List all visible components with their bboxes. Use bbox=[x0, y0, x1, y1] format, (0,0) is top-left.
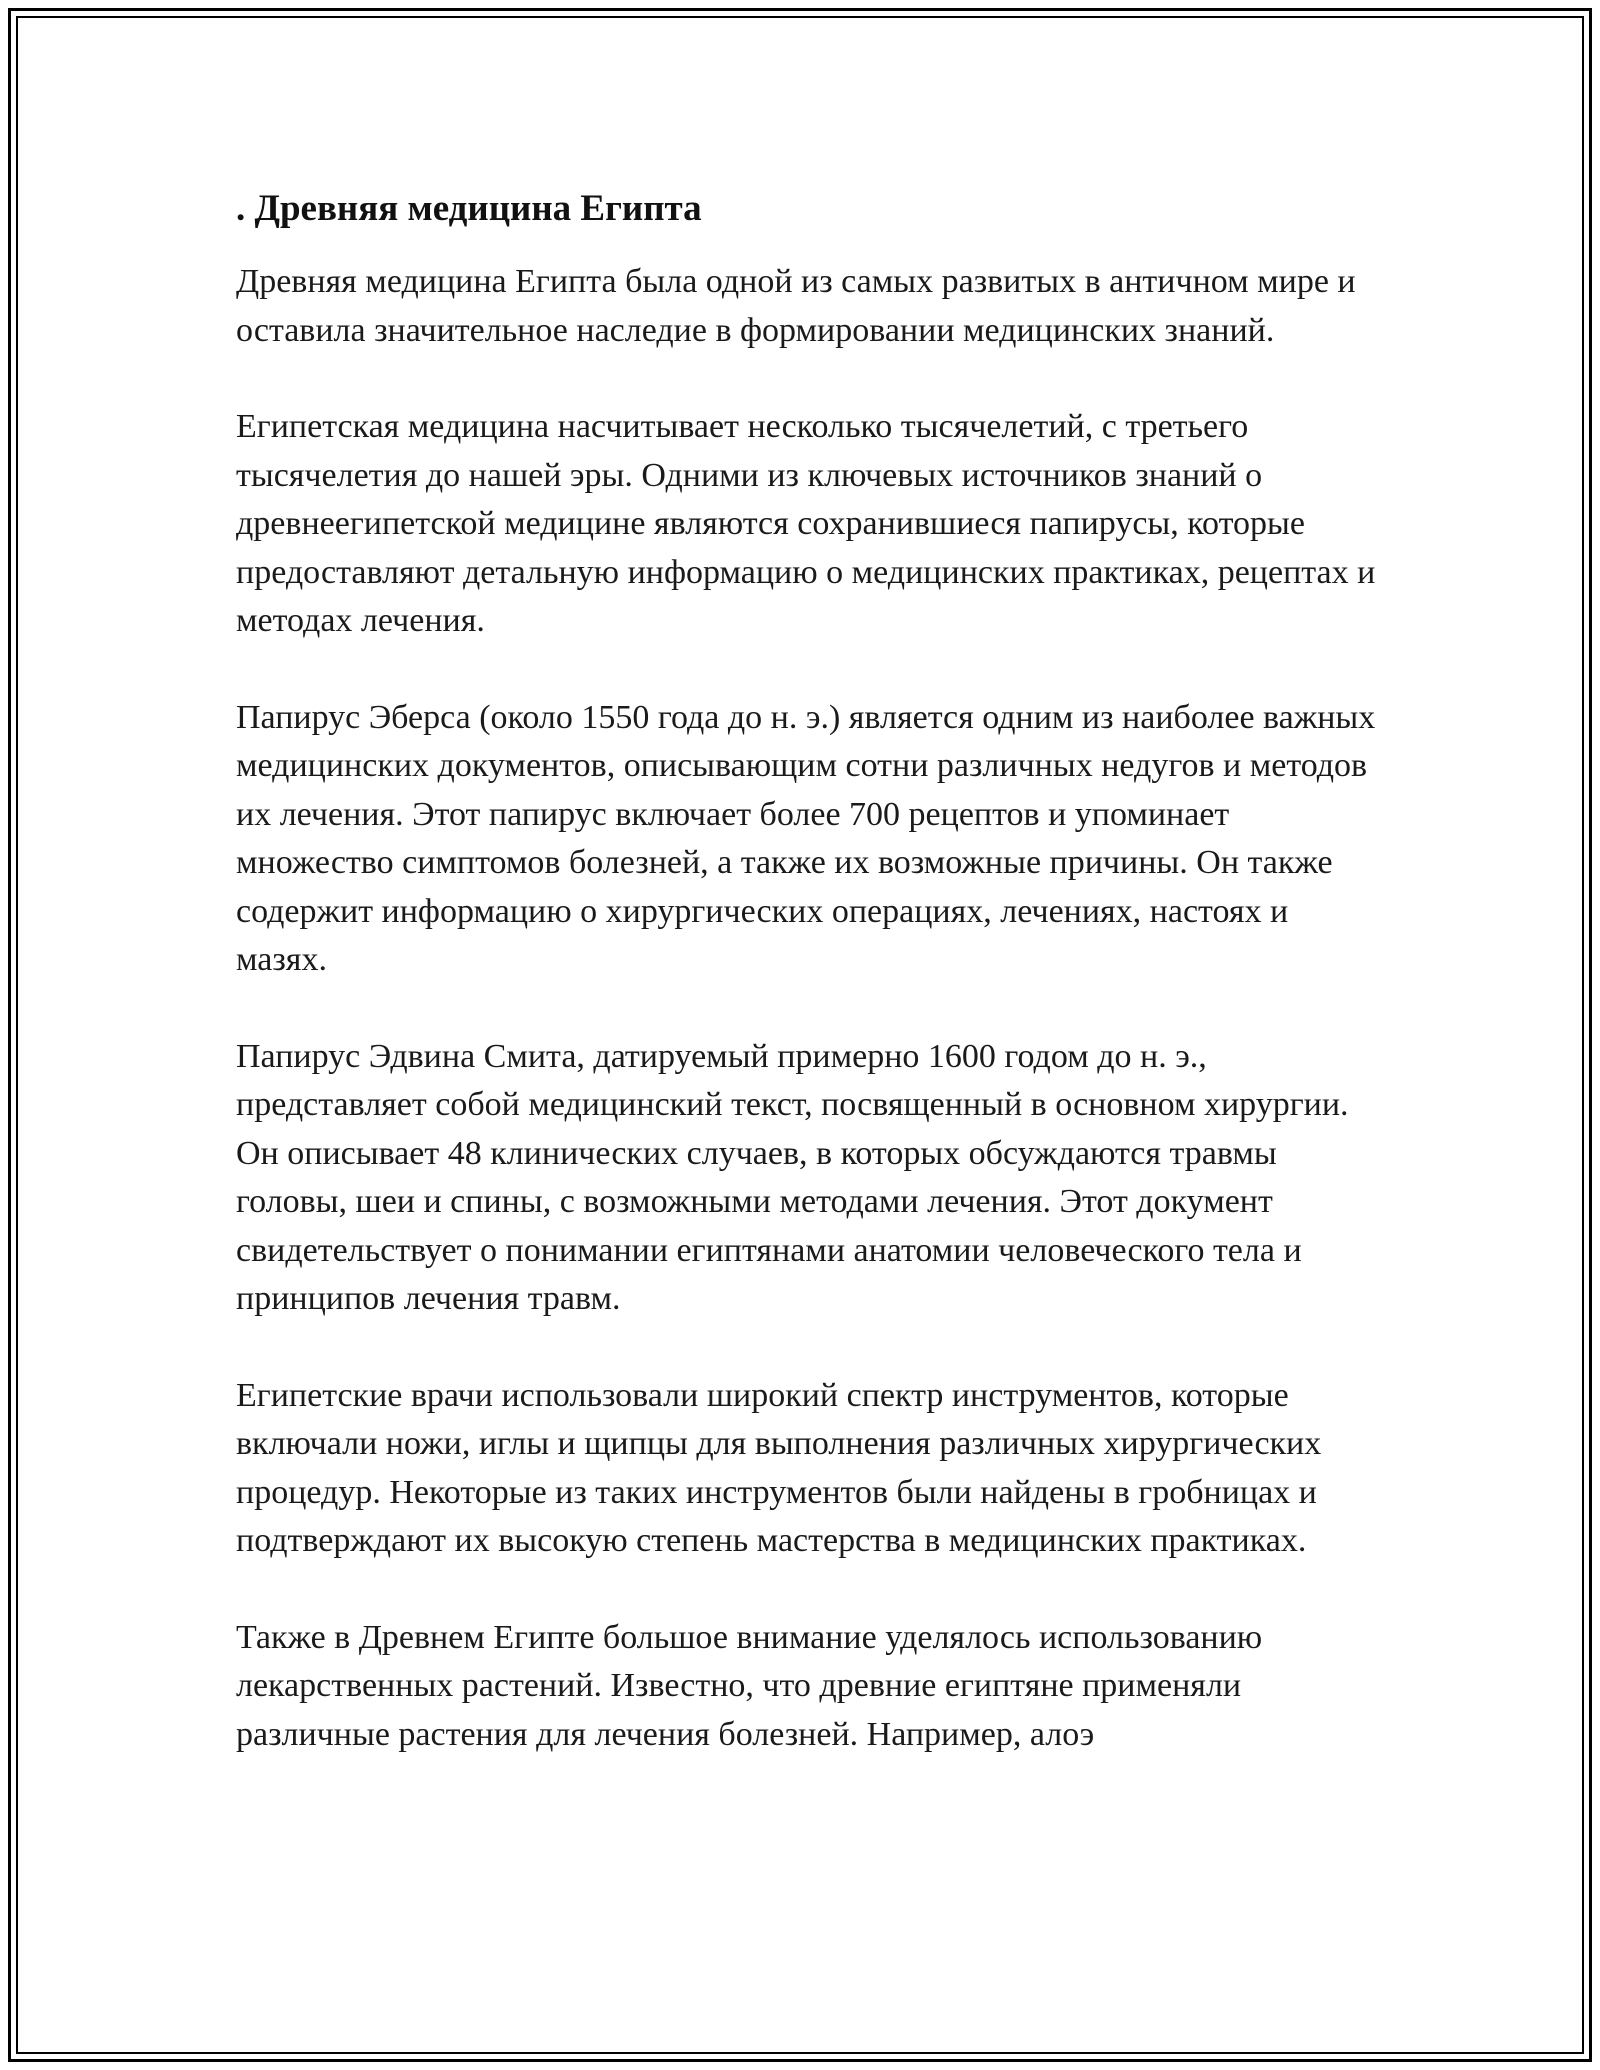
paragraph-history: Египетская медицина насчитывает несколько тысячелетий, с третьего тысячелетия до нашей эры. Одними из ключевых источников знаний о древнеегипетской медицине являются сохранившиеся папирусы, которые предоставляют детальную информацию о медицинских практиках, рецептах и методах лечения. bbox=[236, 408, 1376, 639]
paragraph-instruments: Египетские врачи использовали широкий спектр инструментов, которые включали ножи, иглы и щипцы для выполнения различных хирургических процедур. Некоторые из таких инструментов были найдены в гробницах и подтверждают их высокую степень мастерства в медицинских практиках. bbox=[236, 1376, 1322, 1559]
document-title: . Древняя медицина Египта bbox=[236, 188, 702, 229]
paragraph-intro: Древняя медицина Египта была одной из самых развитых в античном мире и оставила значительное наследие в формировании медицинских знаний. bbox=[236, 263, 1356, 349]
paragraph-edwin-smith-papyrus: Папирус Эдвина Смита, датируемый примерно 1600 годом до н. э., представляет собой медицинский текст, посвященный в основном хирургии. Он описывает 48 клинических случаев, в которых обсуждаются травмы головы, шеи и спины, с возможными методами лечения. Этот документ свидетельствует о понимании египтянами анатомии человеческого тела и принципов лечения травм. bbox=[236, 1037, 1349, 1317]
paragraph-medicinal-plants: Также в Древнем Египте большое внимание уделялось использованию лекарственных растений. Известно, что древние египтяне применяли различные растения для лечения болезней. Например, алоэ bbox=[236, 1618, 1263, 1753]
document-body bbox=[236, 186, 1376, 1807]
paragraph-ebers-papyrus: Папирус Эберса (около 1550 года до н. э.) является одним из наиболее важных медицинских документов, описывающим сотни различных недугов и методов их лечения. Этот папирус включает более 700 рецептов и упоминает множество симптомов болезней, а также их возможные причины. Он также содержит информацию о хирургических операциях, лечениях, настоях и мазях. bbox=[236, 698, 1376, 978]
